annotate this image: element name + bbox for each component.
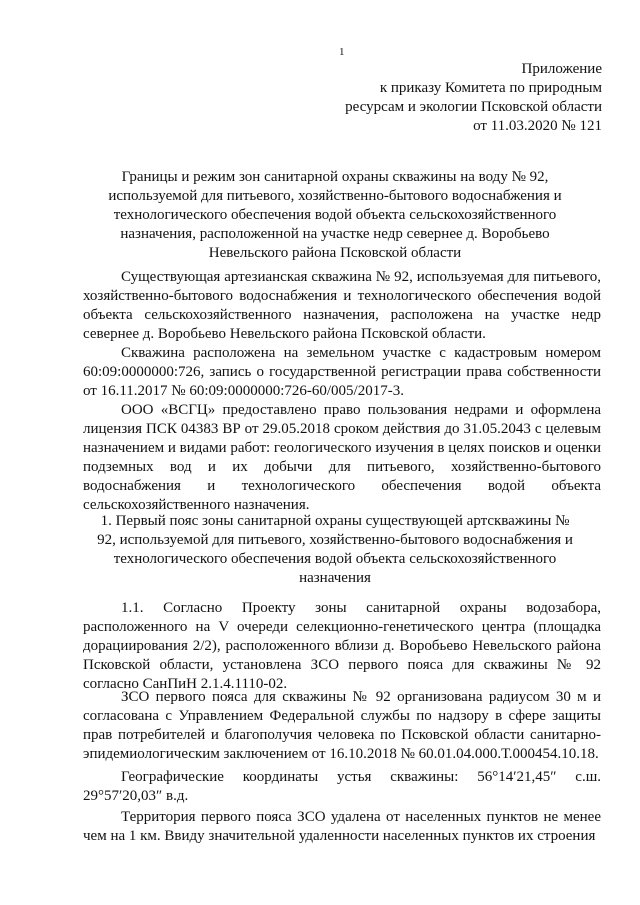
paragraph-territory: Территория первого пояса ЗСО удалена от населенных пунктов не менее чем на 1 км. Ввиду значительной удаленности населенных пунктов их строения: [83, 809, 601, 844]
appendix-line-1: Приложение: [521, 61, 602, 77]
section-1-title: 1. Первый пояс зоны санитарной охраны существующей артскважины № 92, используемой для питьевого, хозяйственно-бытового водоснабжения и технологического обеспечения водой объекта сельскохозяйственного назначения: [97, 513, 573, 586]
document-title: Границы и режим зон санитарной охраны скважины на воду № 92, используемой для питьевого, хозяйственно-бытового водоснабжения и технологического обеспечения водой объекта сельскохозяйственного назначения, расположенной на участке недр севернее д. Воробьево Невельского района Псковской области: [108, 169, 562, 261]
paragraph-land-plot: Скважина расположена на земельном участке с кадастровым номером 60:09:0000000:726, запись о государственной регистрации права собственности от 16.11.2017 № 60:09:0000000:726-60/005/2017-3.: [83, 345, 601, 399]
appendix-line-3: ресурсам и экологии Псковской области: [345, 99, 602, 115]
appendix-line-2: к приказу Комитета по природным: [379, 80, 602, 96]
page-number: 1: [339, 46, 345, 58]
appendix-header: [302, 60, 602, 136]
paragraph-license: ООО «ВСГЦ» предоставлено право пользования недрами и оформлена лицензия ПСК 04383 ВР от 29.05.2018 сроком действия до 31.05.2043 с целевым назначением и видами работ: геологического изучения в целях поисков и оценки подземных вод и их добычи для питьевого, хозяйственно-бытового водоснабжения и технологического обеспечения водой объекта сельскохозяйственного назначения.: [83, 402, 601, 513]
paragraph-coordinates: Географические координаты устья скважины: 56°14′21,45″ с.ш. 29°57′20,03″ в.д.: [83, 769, 601, 804]
paragraph-zso-radius: ЗСО первого пояса для скважины № 92 организована радиусом 30 м и согласована с Управлением Федеральной службы по надзору в сфере защиты прав потребителей и благополучия человека по Псковской области санитарно-эпидемиологическим заключением от 16.10.2018 № 60.01.04.000.Т.000454.10.18.: [83, 689, 601, 762]
paragraph-well-description: Существующая артезианская скважина № 92, используемая для питьевого, хозяйственно-бытового водоснабжения и технологического обеспечения водой объекта сельскохозяйственного назначения, расположена на участке недр севернее д. Воробьево Невельского района Псковской области.: [83, 269, 601, 342]
appendix-line-4: от 11.03.2020 № 121: [473, 118, 602, 134]
paragraph-1-1: 1.1. Согласно Проекту зоны санитарной охраны водозабора, расположенного на V очереди селекционно-генетического центра (площадка дорациирования 2/2), расположенного вблизи д. Воробьево Невельского района Псковской области, установлена ЗСО первого пояса для скважины № 92 согласно СанПиН 2.1.4.1110-02.: [83, 600, 601, 692]
